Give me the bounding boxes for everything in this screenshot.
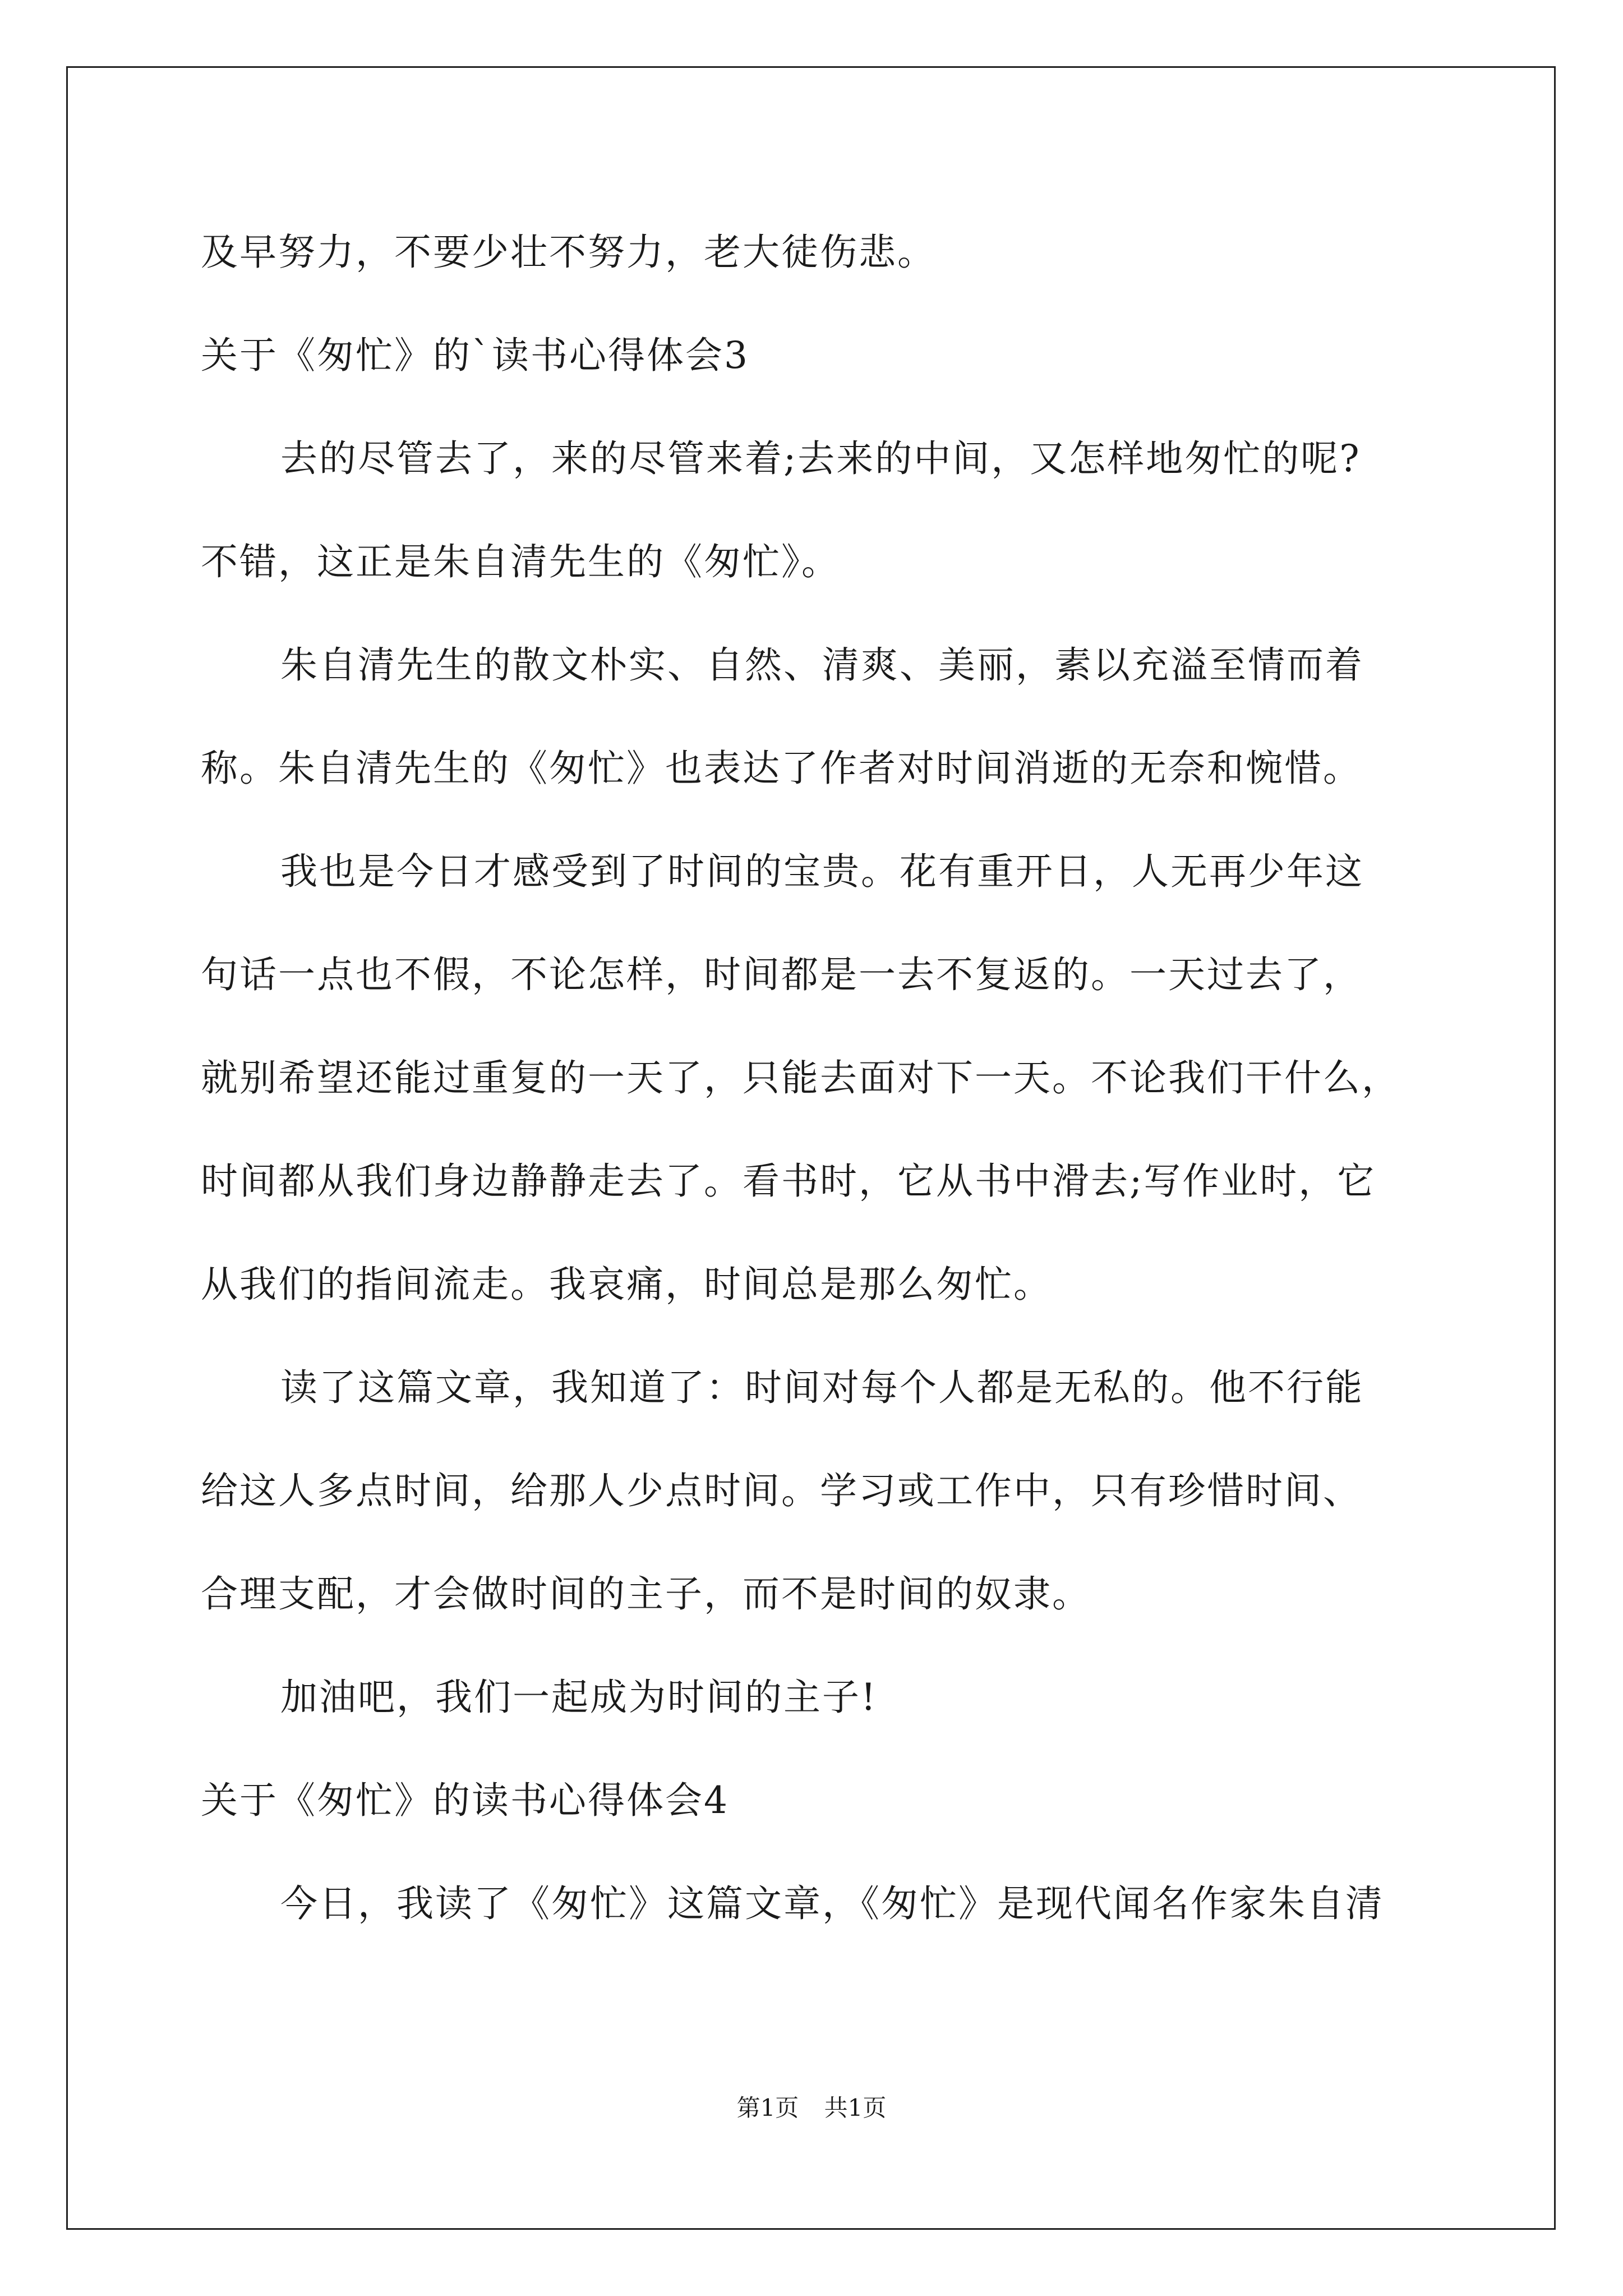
body-text-line: 称。朱自清先生的《匆忙》也表达了作者对时间消逝的无奈和惋惜。 bbox=[201, 747, 1362, 790]
body-text-line: 我也是今日才感受到了时间的宝贵。花有重开日，人无再少年这 bbox=[280, 850, 1364, 893]
body-text-line: 就别希望还能过重复的一天了，只能去面对下一天。不论我们干什么， bbox=[201, 1056, 1400, 1099]
page-number-total: 共1页 bbox=[824, 2094, 887, 2122]
body-text-line: 去的尽管去了，来的尽管来着;去来的中间，又怎样地匆忙的呢? bbox=[280, 437, 1361, 480]
body-text-line: 朱自清先生的散文朴实、自然、清爽、美丽，素以充溢至情而着 bbox=[280, 643, 1364, 687]
body-text-line: 及早努力，不要少壮不努力，老大徒伤悲。 bbox=[201, 231, 936, 274]
body-text-line: 时间都从我们身边静静走去了。看书时，它从书中滑去;写作业时，它 bbox=[201, 1159, 1376, 1203]
body-text-line: 读了这篇文章，我知道了：时间对每个人都是无私的。他不行能 bbox=[280, 1366, 1364, 1409]
body-text-line: 不错，这正是朱自清先生的《匆忙》。 bbox=[201, 540, 840, 583]
body-text-line: 句话一点也不假，不论怎样，时间都是一去不复返的。一天过去了， bbox=[201, 953, 1362, 996]
page-number-current: 第1页 bbox=[736, 2094, 799, 2122]
body-text-line: 合理支配，才会做时间的主子，而不是时间的奴隶。 bbox=[201, 1572, 1091, 1616]
section-heading: 关于《匆忙》的`读书心得体会3 bbox=[201, 334, 749, 377]
body-text-line: 从我们的指间流走。我哀痛，时间总是那么匆忙。 bbox=[201, 1263, 1052, 1306]
body-text-line: 给这人多点时间，给那人少点时间。学习或工作中，只有珍惜时间、 bbox=[201, 1469, 1362, 1512]
body-text-line: 今日，我读了《匆忙》这篇文章，《匆忙》是现代闻名作家朱自清 bbox=[280, 1882, 1384, 1925]
page-footer bbox=[0, 2094, 1623, 2122]
section-heading: 关于《匆忙》的读书心得体会4 bbox=[201, 1779, 729, 1822]
body-text-line: 加油吧，我们一起成为时间的主子! bbox=[280, 1676, 878, 1719]
